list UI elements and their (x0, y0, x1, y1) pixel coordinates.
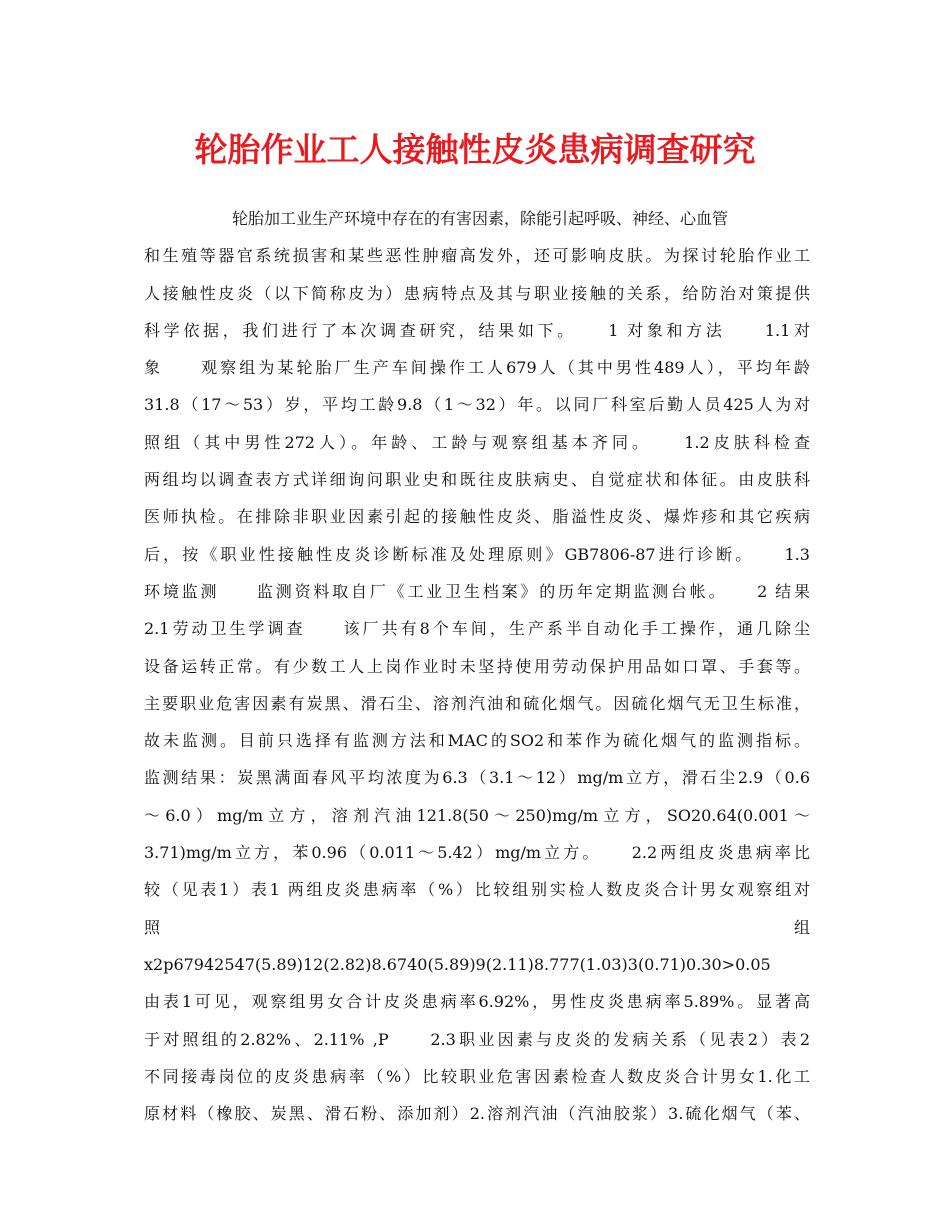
body-line: 后，按《职业性接触性皮炎诊断标准及处理原则》GB7806-87进行诊断。 1.3 (144, 544, 810, 564)
body-line: 不同接毒岗位的皮炎患病率（%）比较职业危害因素检查人数皮炎合计男女1.化工 (144, 1066, 810, 1086)
body-line: 主要职业危害因素有炭黑、滑石尘、溶剂汽油和硫化烟气。因硫化烟气无卫生标准， (144, 693, 810, 713)
body-line: 由表1可见，观察组男女合计皮炎患病率6.92%，男性皮炎患病率5.89%。显著高 (144, 992, 810, 1012)
document-body (144, 200, 810, 1132)
body-line: 3.71)mg/m立方，苯0.96（0.011～5.42）mg/m立方。 2.2两组皮炎患病率比 (144, 843, 810, 863)
body-line: 设备运转正常。有少数工人上岗作业时未坚持使用劳动保护用品如口罩、手套等。 (144, 656, 810, 676)
body-line: 象 观察组为某轮胎厂生产车间操作工人679人（其中男性489人），平均年龄 (144, 358, 810, 378)
body-line: 原材料（橡胶、炭黑、滑石粉、添加剂）2.溶剂汽油（汽油胶浆）3.硫化烟气（苯、 (144, 1104, 810, 1124)
body-line: 环境监测 监测资料取自厂《工业卫生档案》的历年定期监测台帐。 2 结果 (144, 581, 810, 601)
body-line: 人接触性皮炎（以下简称皮为）患病特点及其与职业接触的关系，给防治对策提供 (144, 283, 810, 303)
body-line: 和生殖等器官系统损害和某些恶性肿瘤高发外，还可影响皮肤。为探讨轮胎作业工 (144, 246, 810, 266)
body-line: x2p67942547(5.89)12(2.82)8.6740(5.89)9(2.11)8.777(1.03)3(0.71)0.30>0.05 (144, 954, 771, 974)
body-line: 故未监测。目前只选择有监测方法和MAC的SO2和苯作为硫化烟气的监测指标。 (144, 731, 810, 751)
body-line: 两组均以调查表方式详细询问职业史和既往皮肤病史、自觉症状和体征。由皮肤科 (144, 470, 810, 490)
body-line: 于对照组的2.82%、2.11% ,P 2.3职业因素与皮炎的发病关系（见表2）表2 (144, 1029, 810, 1049)
body-line: 较（见表1）表1 两组皮炎患病率（%）比较组别实检人数皮炎合计男女观察组对 (144, 880, 810, 900)
body-line: 照 组 (144, 917, 810, 937)
body-line: 监测结果：炭黑满面春风平均浓度为6.3（3.1～12）mg/m立方，滑石尘2.9（0.6 (144, 768, 810, 788)
body-line: 轮胎加工业生产环境中存在的有害因素，除能引起呼吸、神经、心血管 (232, 209, 729, 228)
body-line: 医师执检。在排除非职业因素引起的接触性皮炎、脂溢性皮炎、爆炸疹和其它疾病 (144, 507, 810, 527)
body-line: 2.1劳动卫生学调查 该厂共有8个车间，生产系半自动化手工操作，通几除尘 (144, 619, 810, 639)
body-line: 科学依据，我们进行了本次调查研究，结果如下。 1 对象和方法 1.1对 (144, 320, 810, 340)
body-line: ～6.0）mg/m立方，溶剂汽油121.8(50～250)mg/m立方，SO20.64(0.001～ (144, 805, 810, 825)
document-title: 轮胎作业工人接触性皮炎患病调查研究 (194, 130, 756, 169)
body-line: 照组（其中男性272人）。年龄、工龄与观察组基本齐同。 1.2皮肤科检查 (144, 432, 810, 452)
body-line: 31.8（17～53）岁，平均工龄9.8（1～32）年。以同厂科室后勤人员425人为对 (144, 395, 810, 415)
